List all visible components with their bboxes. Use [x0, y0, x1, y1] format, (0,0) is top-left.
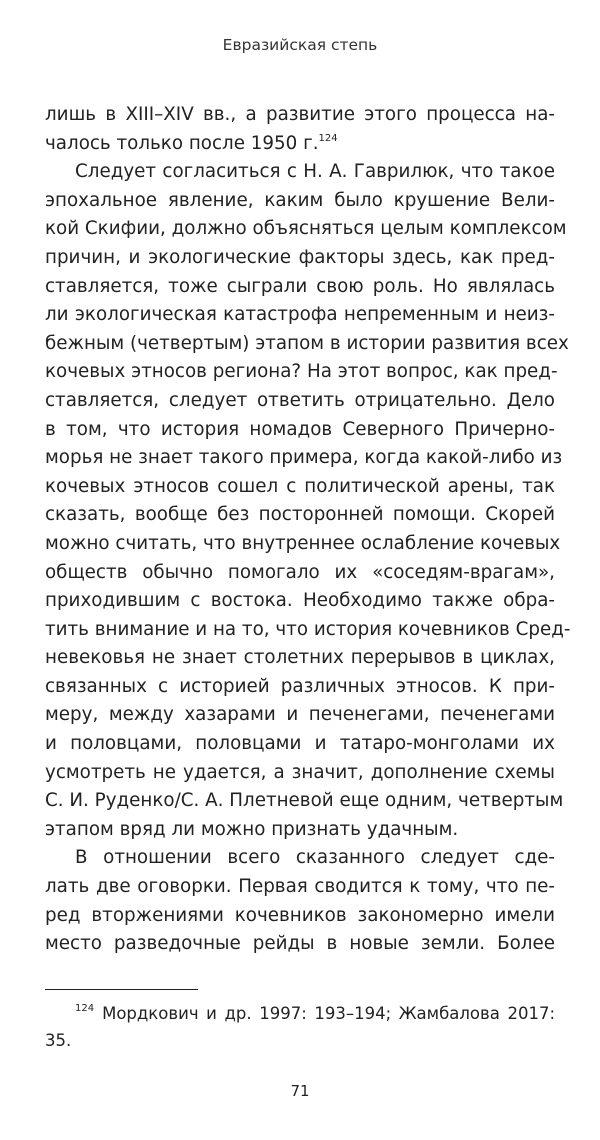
text-line — [45, 616, 571, 645]
text-line-content: этапом вряд ли можно признать удачным. — [45, 818, 459, 840]
running-head: Евразийская степь — [222, 36, 378, 54]
text-line — [45, 101, 555, 130]
text-line — [45, 215, 567, 244]
text-line-content: связанных с историей различных этносов. К при- — [45, 675, 555, 697]
text-line — [45, 873, 555, 902]
text-line-content: сказать, вообще без посторонней помощи. Скорей — [45, 504, 555, 526]
text-line — [45, 501, 555, 530]
text-line-content: эпохальное явление, каким было крушение Вели- — [45, 189, 555, 211]
text-line — [45, 902, 555, 931]
text-line — [45, 273, 555, 302]
text-line-content: невековья не знает столетних перерывов в циклах, — [45, 647, 555, 669]
footnote-line — [45, 1027, 555, 1054]
footnote-divider — [45, 989, 198, 990]
text-line — [45, 444, 563, 473]
text-line-content: чалось только после 1950 г. — [45, 132, 319, 154]
footnote-number: 124 — [75, 1003, 95, 1014]
text-line — [45, 759, 555, 788]
text-line-content: ставляется, тоже сыграли свою роль. Но являлась — [45, 275, 555, 297]
text-line-content: кой Скифии, должно объясняться целым комплексом — [45, 218, 567, 240]
text-line — [45, 358, 558, 387]
text-line — [45, 730, 555, 759]
page-number: 71 — [290, 1082, 310, 1100]
text-line-content: приходившим с востока. Необходимо также обра- — [45, 590, 555, 612]
text-line-content: место разведочные рейды в новые земли. Более — [45, 933, 555, 955]
text-line — [45, 530, 561, 559]
text-line-content: обществ обычно помогало их «соседям-врагам», — [45, 561, 555, 583]
text-line — [45, 844, 555, 873]
text-line — [45, 673, 555, 702]
text-line — [45, 701, 555, 730]
text-line-content: причин, и экологические факторы здесь, как пред- — [45, 246, 555, 268]
text-line-content: бежным (четвертым) этапом в истории развития всех — [45, 332, 569, 354]
footnote-text: 35. — [45, 1031, 72, 1050]
text-line — [45, 644, 555, 673]
footnote-reference[interactable]: 124 — [318, 132, 338, 144]
text-line — [45, 587, 555, 616]
text-line — [45, 416, 555, 445]
text-line-content: В отношении всего сказанного следует сде- — [75, 847, 555, 869]
text-line — [45, 330, 569, 359]
text-line-content: лать две оговорки. Первая сводится к тому, что пе- — [45, 876, 555, 898]
text-line — [45, 559, 555, 588]
text-line — [45, 473, 555, 502]
footnote — [45, 1000, 555, 1054]
text-line-content: С. И. Руденко/С. А. Плетневой еще одним, четвертым — [45, 790, 564, 812]
text-line-content: ред вторжениями кочевников закономерно имели — [45, 904, 555, 926]
text-line-content: в том, что история номадов Северного Причерно- — [45, 418, 555, 440]
text-line — [45, 130, 555, 159]
text-line-content: можно считать, что внутреннее ослабление кочевых — [45, 532, 561, 554]
text-line-content: и половцами, половцами и татаро-монголами их — [45, 733, 555, 755]
text-line-content: морья не знает такого примера, когда какой-либо из — [45, 447, 563, 469]
text-line-content: кочевых этносов региона? На этот вопрос, как пред- — [45, 361, 558, 383]
text-line-content: меру, между хазарами и печенегами, печенегами — [45, 704, 555, 726]
body-text — [45, 101, 571, 959]
text-line-content: лишь в XIII–XIV вв., а развитие этого процесса на- — [45, 104, 555, 125]
footnote-line — [45, 1000, 555, 1027]
text-line — [45, 301, 555, 330]
text-line — [45, 816, 555, 845]
text-line-content: ставляется, следует ответить отрицательно. Дело — [45, 389, 555, 411]
text-line-content: ли экологическая катастрофа непременным и неиз- — [45, 304, 555, 326]
text-line — [45, 787, 564, 816]
text-line-content: Следует согласиться с Н. А. Гаврилюк, что такое — [75, 161, 555, 183]
text-line-content: тить внимание и на то, что история кочевников Сред- — [45, 618, 571, 640]
text-line-content: кочевых этносов сошел с политической арены, так — [45, 475, 555, 497]
text-line — [45, 930, 555, 959]
text-line-content: усмотреть не удается, а значит, дополнение схемы — [45, 761, 555, 783]
text-line — [45, 387, 555, 416]
text-line — [45, 244, 555, 273]
text-line — [45, 187, 555, 216]
text-line — [45, 158, 555, 187]
footnote-text: Мордкович и др. 1997: 193–194; Жамбалова 2017: — [102, 1004, 555, 1023]
